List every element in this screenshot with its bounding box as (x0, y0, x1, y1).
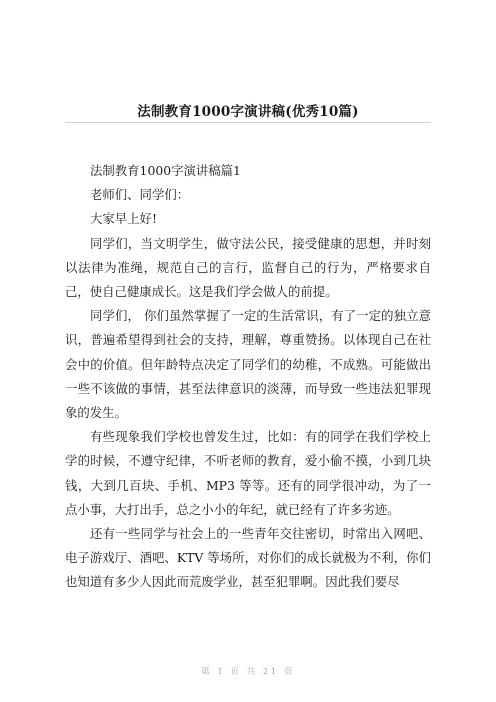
body-paragraph: 还有一些同学与社会上的一些青年交往密切，时常出入网吧、电子游戏厅、酒吧、KTV 等场所，对你们的成长就极为不利，你们也知道有多少人因此而荒废学业，甚至犯罪啊。因此我们要尽 (65, 526, 431, 590)
body-paragraph: 有些现象我们学校也曾发生过，比如：有的同学在我们学校上学的时候，不遵守纪律，不听老师的教育，爱小偷不摸，小到几块钱，大到几百块、手机、MP3 等等。还有的同学很冲动，为了一点小事，大打出手，总之小小的年纪，就已经有了许多劣迹。 (65, 429, 431, 517)
greeting: 大家早上好! (90, 211, 157, 227)
body-paragraph: 同学们， 你们虽然掌握了一定的生活常识，有了一定的独立意识，普遍希望得到社会的支持，理解，尊重赞扬。以体现自己在社会中的价值。但年龄特点决定了同学们的幼稚，不成熟。可能做出一些不该做的事情，甚至法律意识的淡薄，而导致一些违法犯罪现象的发生。 (65, 308, 431, 421)
section-heading: 法制教育1000字演讲稿篇1 (90, 163, 241, 178)
title-divider (65, 122, 431, 123)
salutation: 老师们、同学们： (90, 187, 190, 203)
body-paragraph: 同学们，当文明学生，做守法公民，接受健康的思想，并时刻以法律为准绳，规范自己的言行，监督自己的行为，严格要求自己，使自己健康成长。这是我们学会做人的前提。 (65, 235, 431, 300)
page-footer: 第 1 页 共 21 页 (201, 667, 295, 677)
document-title: 法制教育1000字演讲稿(优秀10篇) (137, 104, 359, 120)
document-body (65, 159, 431, 595)
